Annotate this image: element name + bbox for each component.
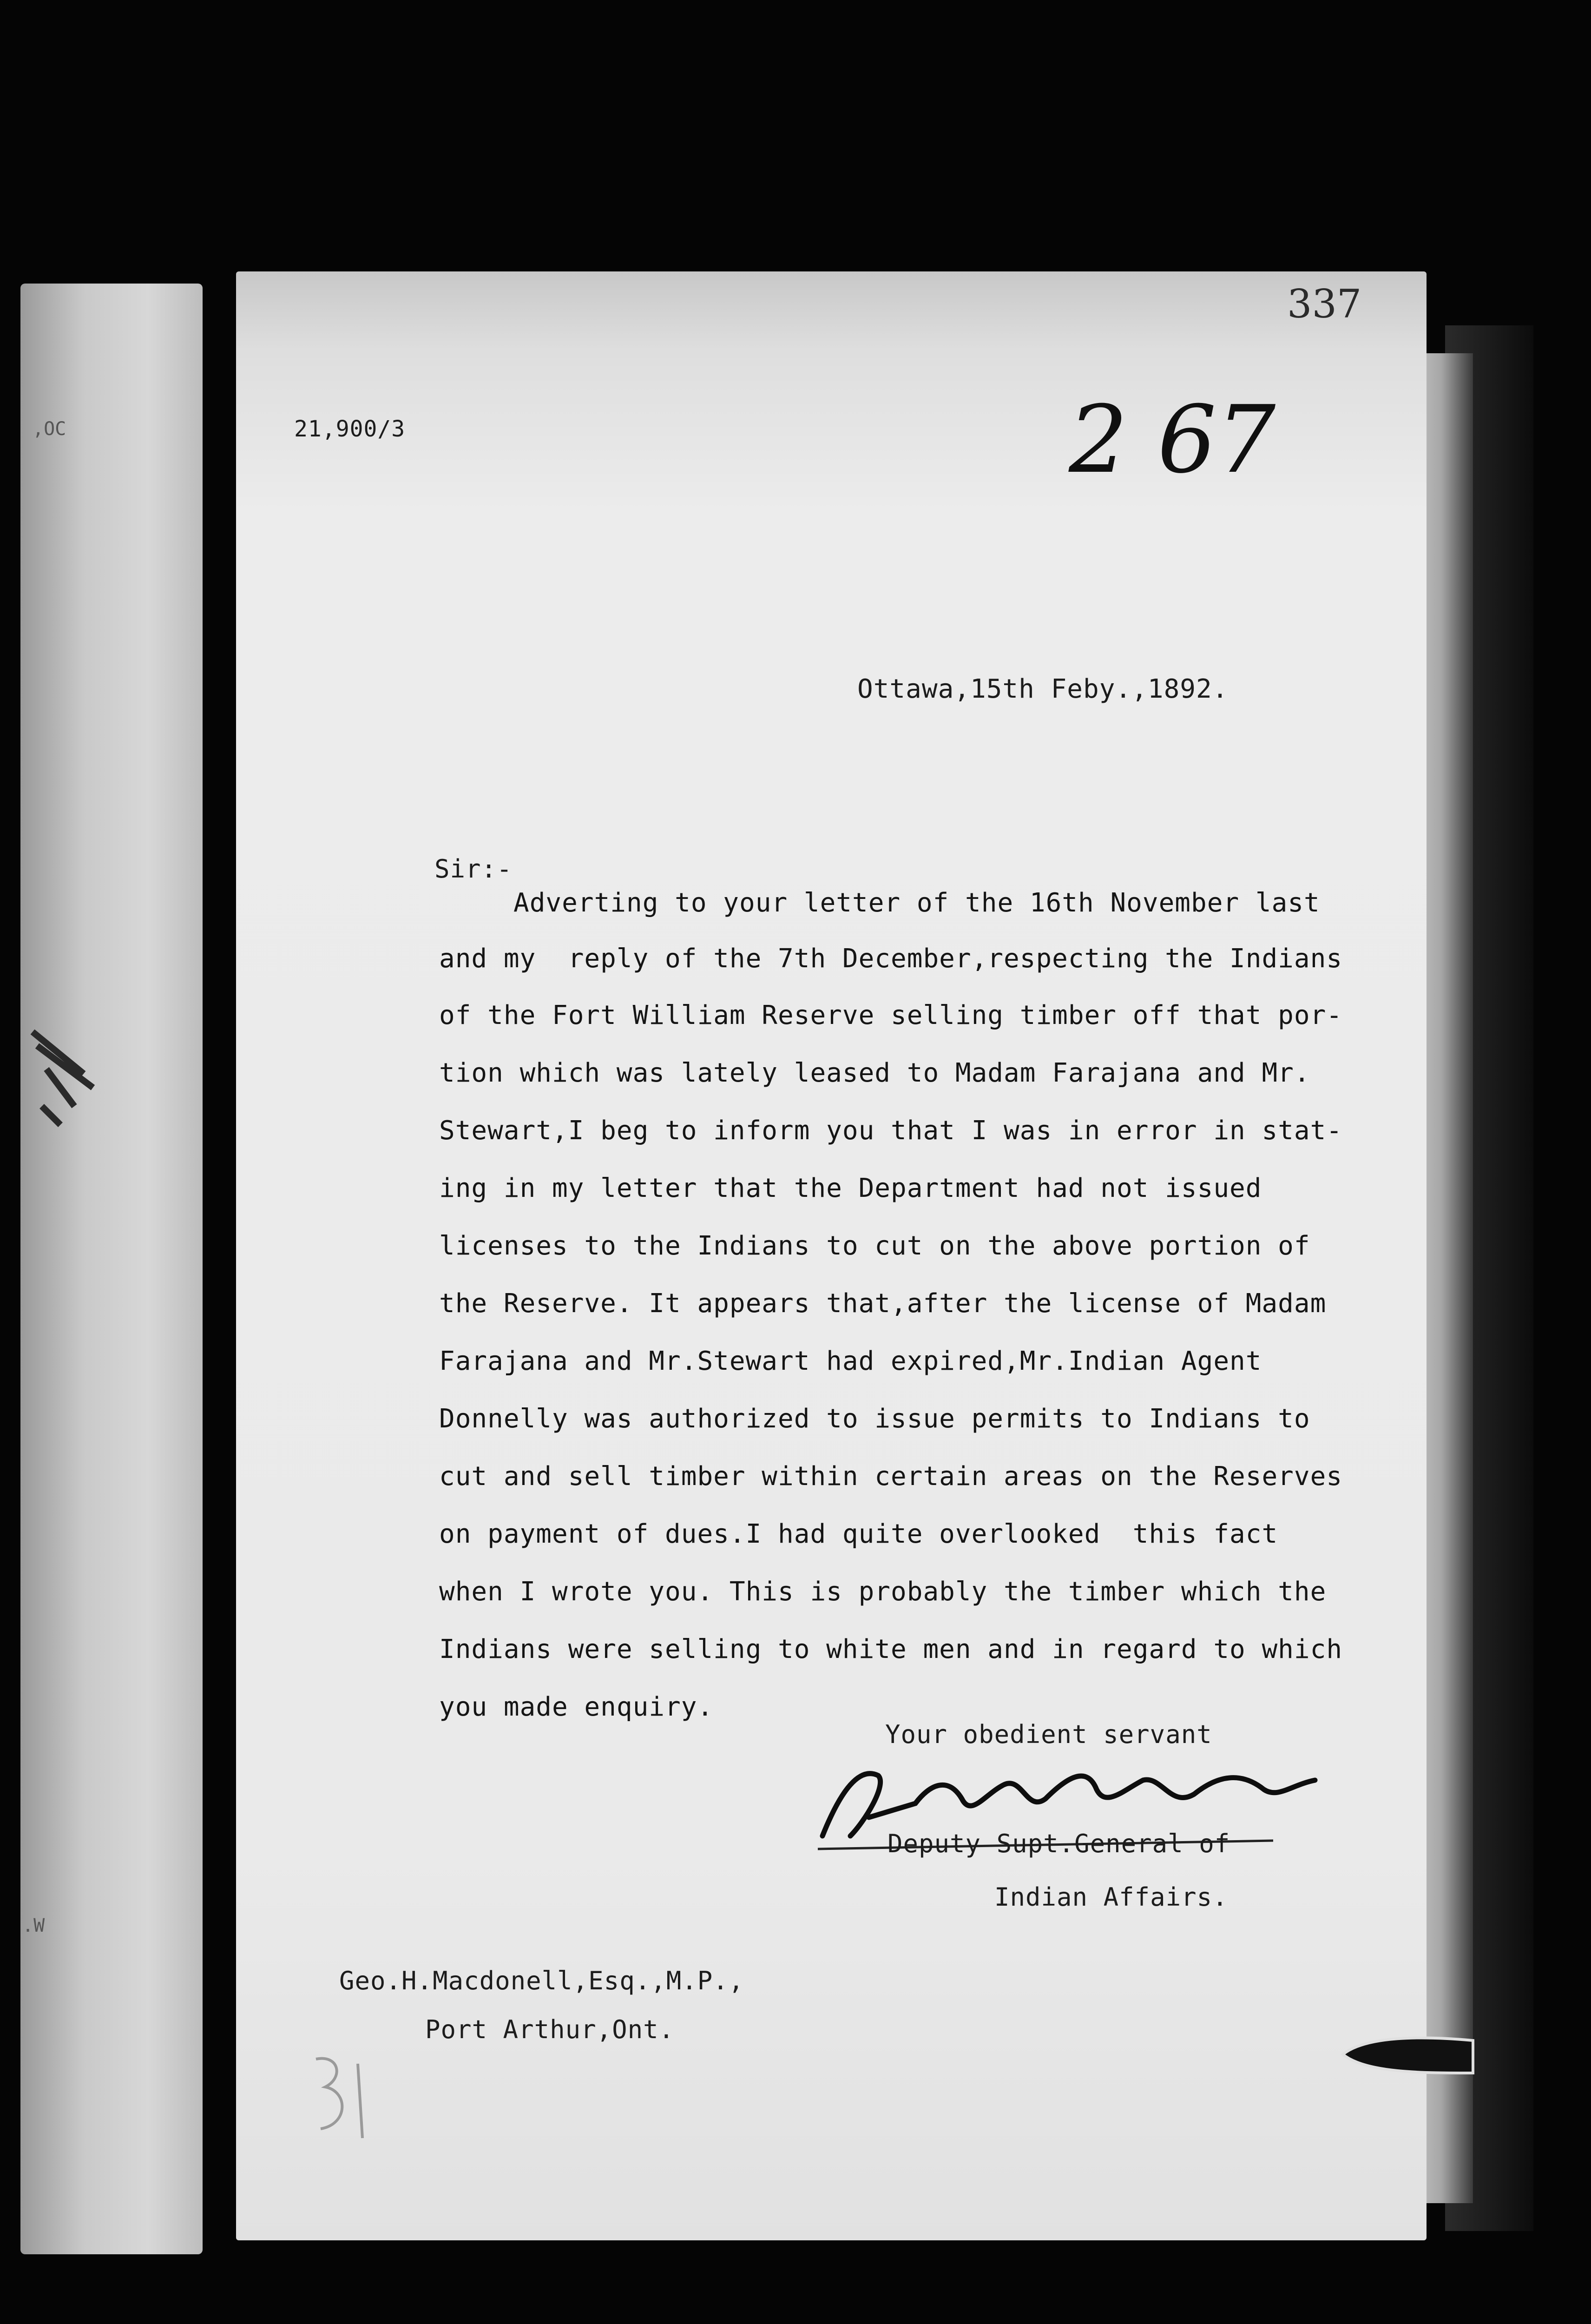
dateline: Ottawa,15th Feby.,1892. <box>857 674 1229 704</box>
signatory-title-line1: Deputy Supt.General of <box>888 1829 1230 1858</box>
salutation: Sir:- <box>434 854 513 884</box>
pencil-mark <box>307 2045 376 2147</box>
left-page-fragment-top: ,OC <box>33 418 66 440</box>
closing: Your obedient servant <box>885 1720 1212 1749</box>
page-number: 337 <box>1287 281 1362 327</box>
addressee-name: Geo.H.Macdonell,Esq.,M.P., <box>339 1966 744 1995</box>
body-line: when I wrote you. This is probably the timber which the <box>439 1577 1327 1607</box>
body-line: cut and sell timber within certain areas on the Reserves <box>439 1461 1343 1492</box>
body-line: on payment of dues.I had quite overlooked this fact <box>439 1519 1278 1549</box>
body-line: Indians were selling to white men and in regard to which <box>439 1634 1343 1664</box>
addressee-place: Port Arthur,Ont. <box>425 2015 675 2044</box>
body-line: Farajana and Mr.Stewart had expired,Mr.Indian Agent <box>439 1346 1262 1376</box>
body-line: and my reply of the 7th December,respecting the Indians <box>439 944 1343 974</box>
signatory-title-line2: Indian Affairs. <box>994 1882 1228 1912</box>
body-line: licenses to the Indians to cut on the above portion of <box>439 1231 1310 1261</box>
left-page-ink-mark <box>28 1013 102 1134</box>
body-line: Donnelly was authorized to issue permits to Indians to <box>439 1404 1310 1434</box>
body-line: Stewart,I beg to inform you that I was in error in stat- <box>439 1116 1343 1146</box>
body-line: you made enquiry. <box>439 1692 714 1722</box>
left-adjacent-page <box>20 284 203 2254</box>
left-page-fragment-mid: .W <box>22 1915 45 1936</box>
body-line: of the Fort William Reserve selling timber off that por- <box>439 1000 1343 1030</box>
bookmark-clip <box>1338 2027 1478 2082</box>
body-line: ing in my letter that the Department had not issued <box>439 1173 1262 1203</box>
body-line: Adverting to your letter of the 16th November last <box>513 888 1320 918</box>
file-reference: 21,900/3 <box>294 416 406 442</box>
body-line: the Reserve. It appears that,after the license of Madam <box>439 1288 1327 1319</box>
body-line: tion which was lately leased to Madam Farajana and Mr. <box>439 1058 1310 1088</box>
handwritten-folio-number: 2 67 <box>1069 386 1276 494</box>
